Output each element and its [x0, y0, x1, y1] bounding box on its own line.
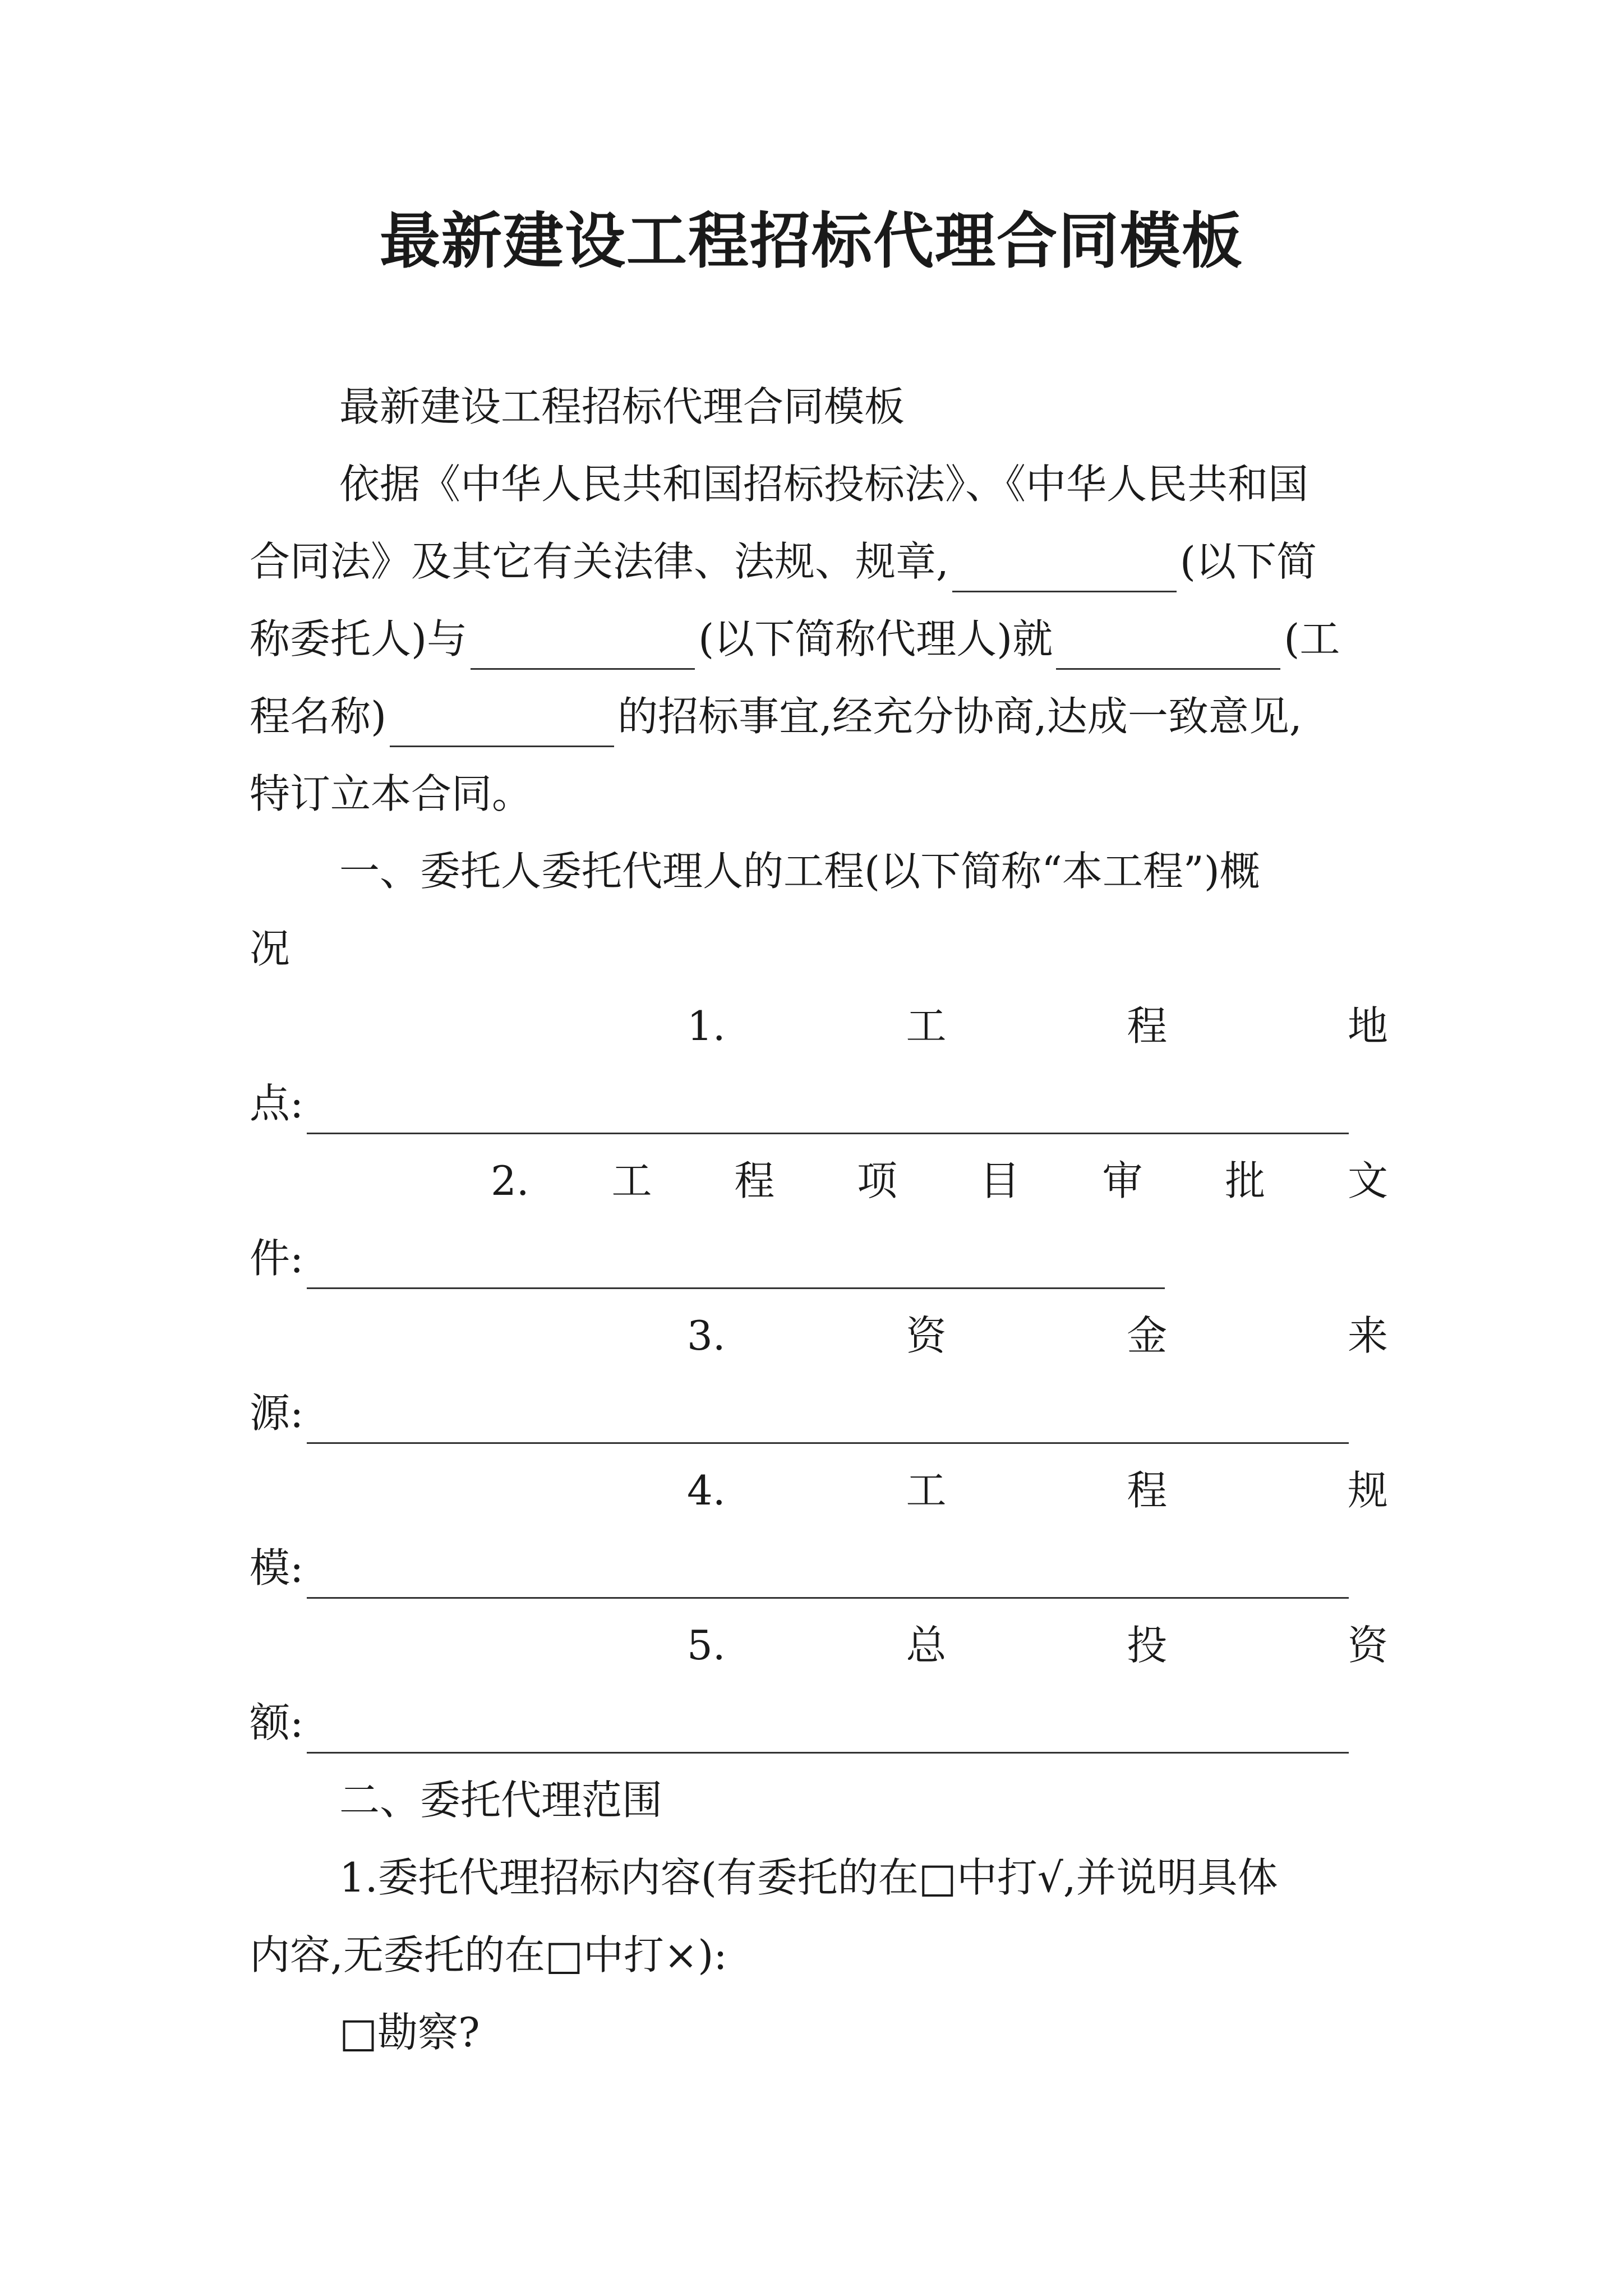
intro-text-5: 特订立本合同。 [250, 770, 533, 817]
intro-line-2 [250, 531, 1388, 592]
intro-text-4a: 程名称) [250, 693, 387, 740]
blank-field-principal[interactable] [952, 551, 1177, 592]
section-1-heading-end: 况 [250, 925, 291, 972]
item-2-char-7: 文 [1347, 1157, 1388, 1204]
item-3-field [250, 1382, 1388, 1444]
item-3-char-1: 资 [906, 1312, 947, 1359]
item-4-num: 4. [687, 1467, 726, 1514]
item-4-blank-line[interactable] [307, 1558, 1349, 1599]
intro-line-5 [250, 763, 1388, 825]
intro-text-3b: (以下简称代理人)就 [698, 615, 1053, 662]
item-2-char-4: 目 [979, 1157, 1020, 1204]
item-2-char-3: 项 [856, 1157, 897, 1204]
section-1-heading: 一、委托人委托代理人的工程(以下简称“本工程”)概 [339, 848, 1260, 895]
section-2-line-2 [250, 1924, 1388, 1986]
item-5-char-2: 投 [1127, 1622, 1168, 1669]
item-3-blank-line[interactable] [307, 1403, 1349, 1444]
item-1-char-2: 程 [1127, 1002, 1168, 1050]
intro-text-1: 依据《中华人民共和国招标投标法》、《中华人民共和国 [339, 461, 1309, 508]
item-2-field [250, 1227, 1388, 1289]
section-2-text-1: 1.委托代理招标内容(有委托的在□中打√,并说明具体 [339, 1854, 1278, 1901]
item-5-label-end: 额: [250, 1699, 304, 1746]
item-2-label-end: 件: [250, 1235, 304, 1282]
paragraph-heading-text: 最新建设工程招标代理合同模板 [339, 383, 905, 430]
item-2-blank-line[interactable] [307, 1248, 1165, 1289]
item-2-char-6: 批 [1225, 1157, 1266, 1204]
section-1-line-1 [250, 840, 1478, 902]
item-5-row [250, 1614, 1388, 1676]
item-3-row [250, 1305, 1388, 1366]
item-5-num: 5. [687, 1622, 726, 1669]
item-4-char-1: 工 [906, 1467, 947, 1514]
intro-line-3 [250, 608, 1388, 670]
item-3-char-2: 金 [1127, 1312, 1168, 1359]
item-2-char-1: 工 [611, 1157, 652, 1204]
item-1-row [250, 995, 1388, 1057]
section-1-line-2 [250, 918, 1388, 979]
item-2-char-5: 审 [1102, 1157, 1143, 1204]
item-5-blank-line[interactable] [307, 1713, 1349, 1754]
item-4-label-end: 模: [250, 1544, 304, 1591]
intro-text-3a: 称委托人)与 [250, 615, 468, 662]
item-4-row [250, 1460, 1388, 1521]
item-1-num: 1. [687, 1002, 726, 1050]
checkbox-survey-item[interactable]: □勘察? [339, 2009, 480, 2056]
item-5-char-3: 资 [1347, 1622, 1388, 1669]
item-2-row [250, 1150, 1388, 1212]
item-1-label-end: 点: [250, 1080, 304, 1127]
intro-text-2b: (以下简 [1179, 538, 1317, 585]
intro-text-3c: (工 [1284, 615, 1340, 662]
item-2-num: 2. [491, 1157, 529, 1204]
page-title: 最新建设工程招标代理合同模板 [379, 206, 1243, 277]
section-2-heading-row [250, 1769, 1478, 1831]
item-5-field [250, 1692, 1388, 1754]
intro-text-4b: 的招标事宜,经充分协商,达成一致意见, [617, 693, 1302, 740]
item-4-char-2: 程 [1127, 1467, 1168, 1514]
item-1-char-3: 地 [1347, 1002, 1388, 1050]
item-2-char-2: 程 [734, 1157, 775, 1204]
intro-line-4 [250, 685, 1388, 747]
blank-field-project-name[interactable] [390, 706, 614, 747]
section-2-line-3 [250, 2001, 1478, 2063]
section-2-heading: 二、委托代理范围 [339, 1777, 663, 1824]
item-3-char-3: 来 [1347, 1312, 1388, 1359]
blank-field-project[interactable] [1056, 629, 1280, 670]
intro-line-1 [250, 453, 1478, 515]
section-2-line-1 [250, 1847, 1478, 1908]
item-4-char-3: 规 [1347, 1467, 1388, 1514]
item-4-field [250, 1537, 1388, 1599]
item-5-char-1: 总 [906, 1622, 947, 1669]
item-1-blank-line[interactable] [307, 1093, 1349, 1134]
blank-field-agent[interactable] [471, 629, 695, 670]
item-1-field [250, 1073, 1388, 1134]
item-3-label-end: 源: [250, 1389, 304, 1437]
item-1-char-1: 工 [906, 1002, 947, 1050]
item-3-num: 3. [687, 1312, 726, 1359]
paragraph-heading [250, 376, 1478, 438]
section-2-text-2: 内容,无委托的在□中打×): [250, 1931, 727, 1978]
intro-text-2a: 合同法》及其它有关法律、法规、规章, [250, 538, 949, 585]
